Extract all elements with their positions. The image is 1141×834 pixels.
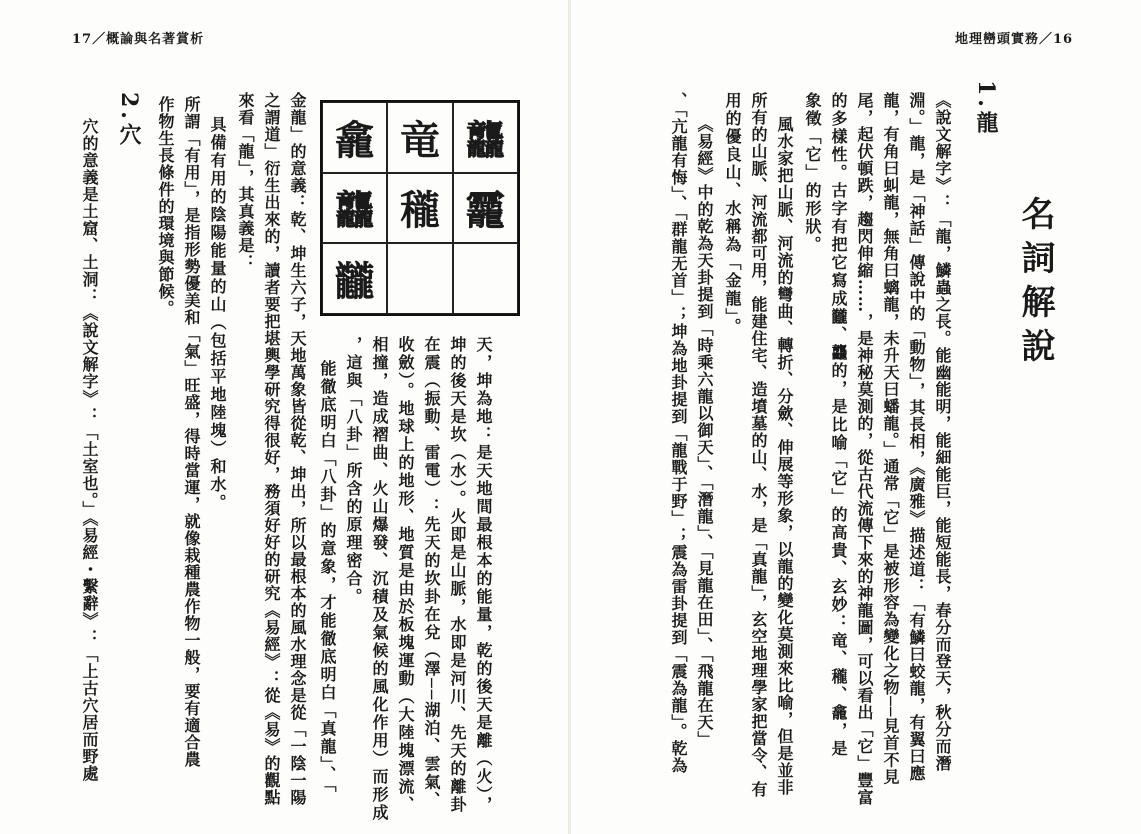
text-column: 《易經》中的乾為天卦提到「時乘六龍以御天」、「潛龍」、「見龍在田」、「飛龍在天」 — [695, 116, 714, 748]
text-column: 、「亢龍有悔」、「群龍无首」；坤為地卦提到「龍戰于野」；震為雷卦提到「震為龍」。乾為 — [669, 92, 688, 774]
glyph-cell: 龖 — [322, 243, 387, 314]
text-column: 龍，有角曰虯龍，無角曰螭龍，未升天曰蟠龍。」通常「它」是被形容為變化之物──見首不見 — [881, 92, 900, 786]
text-column: 淵。」龍，是「神話」傳說中的「動物」，其長相，《廣雅》描述道：「有鱗曰蛟龍，有翼曰應 — [907, 92, 926, 782]
text-column: 之謂道」衍生出來的，讀者要把堪輿學研究得很好，務須好好的研究《易經》：從《易》的觀點 — [262, 92, 281, 806]
text-column: 所謂「有用」，是指形勢優美和「氣」旺盛，得時當運，就像栽種農作物一般，要有適合農 — [182, 96, 201, 768]
text-column: 來看「龍」，其真義是： — [236, 92, 255, 271]
text-column: 風水家把山脈、河流的彎曲、轉折、分歛、伸展等形象，以龍的變化莫測來比喻，但是並非 — [775, 116, 794, 796]
glyph-cell: 䆍 — [387, 173, 452, 244]
text-column: ，這與「八卦」所含的原理密合。 — [344, 336, 363, 606]
chapter-title: 名詞解說 — [1015, 196, 1055, 372]
text-column: 坤的後天是坎（水）。火即是山脈，水即是河川、先天的離卦 — [448, 336, 467, 814]
text-column: 所有的山脈、河流都可用，能建住宅、造墳墓的山、水，是「真龍」，玄空地理學家把當令、有 — [749, 92, 768, 798]
glyph-cell: 龗 — [453, 173, 518, 244]
left-page — [0, 0, 570, 834]
text-column: 用的優良山、水稱為「金龍」。 — [723, 92, 742, 336]
text-column: 收斂）。地球上的地形、地質是由於板塊運動（大陸塊漂流、 — [396, 336, 415, 814]
text-column: 在震（振動、雷電）：先天的坎卦在兌（澤──湖泊、雲氣、 — [422, 336, 441, 810]
text-column: 金龍」的意義：乾、坤生六子，天地萬象皆從乾、坤出，所以最根本的風水理念是從「一陰一陽 — [288, 92, 307, 806]
glyph-cell: 龕 — [322, 102, 387, 173]
text-column: 能徹底明白「八卦」的意象，才能徹底明白「真龍」、「 — [318, 360, 337, 794]
glyph-cell: 龘 — [322, 173, 387, 244]
text-column: 作物生長條件的環境與節候。 — [156, 96, 175, 317]
text-column: 象徵「它」的形狀。 — [803, 92, 822, 254]
glyph-cell: 竜 — [387, 102, 452, 173]
text-column: 穴的意義是土窟、土洞：《說文解字》：「土室也。」《易經・繫辭》：「上古穴居而野處 — [80, 118, 99, 782]
text-column: 相撞，造成褶曲、火山爆發、沉積及氣候的風化作用）而形成 — [370, 336, 389, 822]
glyph-cell — [387, 243, 452, 314]
glyph-cell: 龘 — [453, 102, 518, 173]
right-page — [571, 0, 1141, 834]
text-column: 天，坤為地：是天地間最根本的能量，乾的後天是離（火）， — [474, 336, 493, 814]
right-page-header: 地理巒頭實務／16 — [955, 32, 1074, 47]
left-page-header: 17／概論與名著賞析 — [72, 32, 205, 47]
text-column: 具備有用的陰陽能量的山（包括平地陸塊）和水。 — [208, 116, 227, 512]
text-column: 《說文解字》：「龍，鱗蟲之長。能幽能明，能細能巨，能短能長，春分而登天，秋分而潛 — [933, 92, 952, 772]
section-heading-1: 1.龍 — [973, 80, 999, 137]
text-column: 的多樣性。古字有把它寫成龖、龘的，是比喻「它」的高貴、玄妙：竜、䆍、龕，是 — [829, 92, 848, 758]
glyph-cell — [453, 243, 518, 314]
text-column: 尾，起伏頓跌，趨閃伸縮……，是神秘莫測的，從古代流傳下來的神龍圖，可以看出「它」豐富 — [855, 92, 874, 806]
section-heading-2: 2.穴 — [116, 92, 142, 149]
dragon-glyph-table — [320, 100, 520, 316]
